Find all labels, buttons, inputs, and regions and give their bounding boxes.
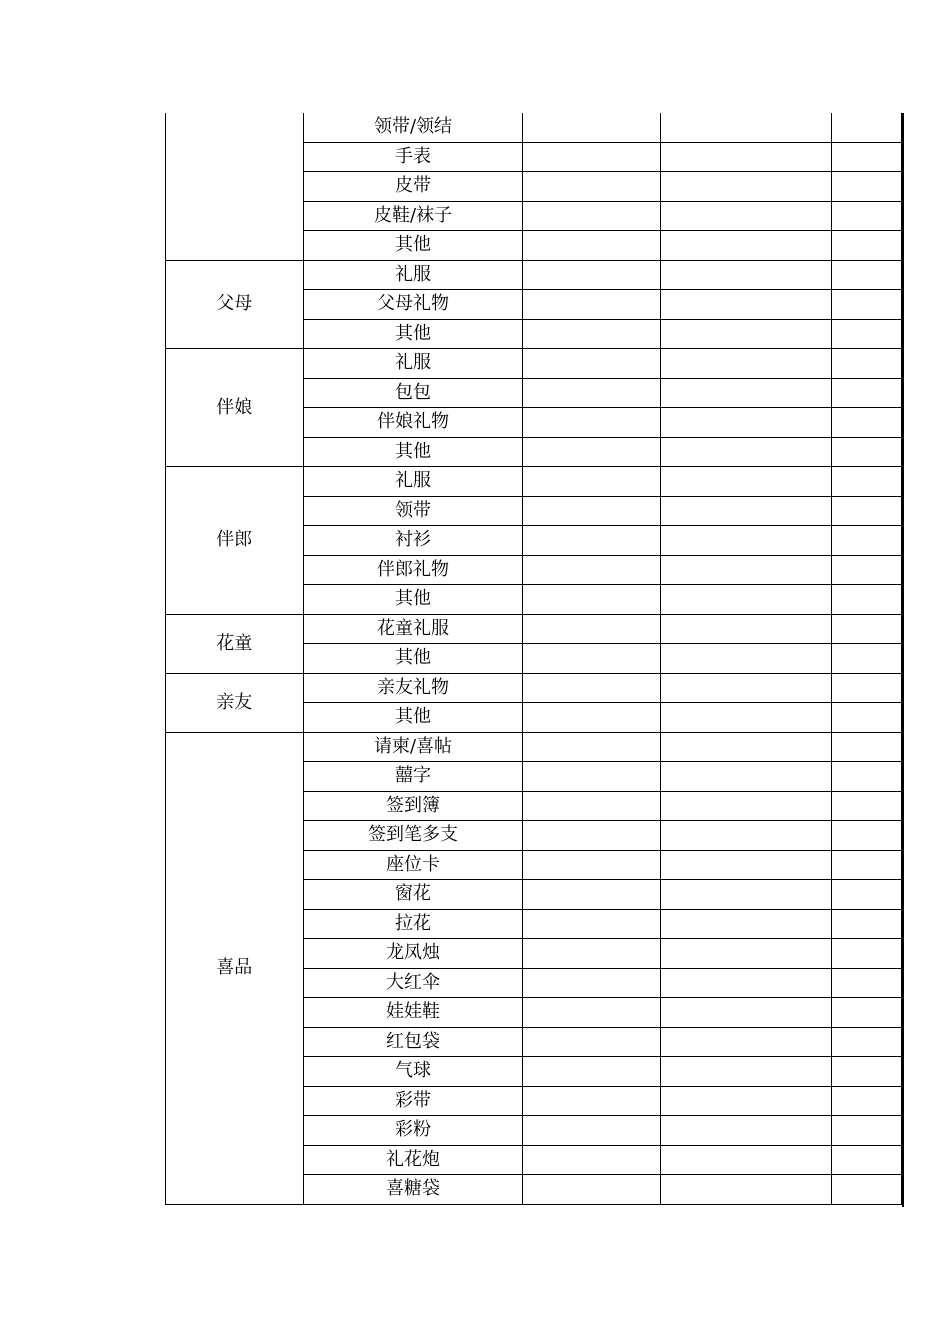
item-cell: 伴郎礼物: [303, 555, 523, 585]
actual-cell[interactable]: [660, 850, 831, 880]
note-cell[interactable]: [831, 1057, 901, 1087]
actual-cell[interactable]: [660, 437, 831, 467]
note-cell[interactable]: [831, 614, 901, 644]
note-cell[interactable]: [831, 496, 901, 526]
note-cell[interactable]: [831, 821, 901, 851]
item-cell: 皮带: [303, 172, 523, 202]
note-cell[interactable]: [831, 172, 901, 202]
budget-cell[interactable]: [523, 585, 661, 615]
budget-cell[interactable]: [523, 378, 661, 408]
note-cell[interactable]: [831, 1175, 901, 1205]
item-cell: 领带: [303, 496, 523, 526]
actual-cell[interactable]: [660, 1116, 831, 1146]
item-cell: 其他: [303, 231, 523, 261]
note-cell[interactable]: [831, 142, 901, 172]
table-row: [166, 260, 902, 290]
item-cell: 彩带: [303, 1086, 523, 1116]
budget-cell[interactable]: [523, 1057, 661, 1087]
item-cell: 礼花炮: [303, 1145, 523, 1175]
note-cell[interactable]: [831, 1116, 901, 1146]
note-cell[interactable]: [831, 1027, 901, 1057]
item-cell: 礼服: [303, 260, 523, 290]
table-row: [166, 732, 902, 762]
budget-table-body: [166, 113, 902, 1204]
item-cell: 礼服: [303, 467, 523, 497]
actual-cell[interactable]: [660, 113, 831, 142]
category-cell: 花童: [166, 614, 304, 673]
note-cell[interactable]: [831, 1145, 901, 1175]
note-cell[interactable]: [831, 290, 901, 320]
actual-cell[interactable]: [660, 1057, 831, 1087]
note-cell[interactable]: [831, 968, 901, 998]
note-cell[interactable]: [831, 880, 901, 910]
actual-cell[interactable]: [660, 496, 831, 526]
budget-cell[interactable]: [523, 614, 661, 644]
item-cell: 衬衫: [303, 526, 523, 556]
actual-cell[interactable]: [660, 555, 831, 585]
item-cell: 红包袋: [303, 1027, 523, 1057]
actual-cell[interactable]: [660, 1086, 831, 1116]
actual-cell[interactable]: [660, 644, 831, 674]
item-cell: 座位卡: [303, 850, 523, 880]
budget-cell[interactable]: [523, 644, 661, 674]
actual-cell[interactable]: [660, 791, 831, 821]
actual-cell[interactable]: [660, 821, 831, 851]
note-cell[interactable]: [831, 644, 901, 674]
actual-cell[interactable]: [660, 762, 831, 792]
budget-cell[interactable]: [523, 467, 661, 497]
actual-cell[interactable]: [660, 968, 831, 998]
note-cell[interactable]: [831, 349, 901, 379]
item-cell: 娃娃鞋: [303, 998, 523, 1028]
actual-cell[interactable]: [660, 614, 831, 644]
actual-cell[interactable]: [660, 1145, 831, 1175]
actual-cell[interactable]: [660, 172, 831, 202]
note-cell[interactable]: [831, 703, 901, 733]
actual-cell[interactable]: [660, 880, 831, 910]
budget-cell[interactable]: [523, 555, 661, 585]
note-cell[interactable]: [831, 437, 901, 467]
budget-cell[interactable]: [523, 732, 661, 762]
actual-cell[interactable]: [660, 142, 831, 172]
budget-cell[interactable]: [523, 142, 661, 172]
note-cell[interactable]: [831, 231, 901, 261]
note-cell[interactable]: [831, 791, 901, 821]
category-cell: 父母: [166, 260, 304, 349]
item-cell: 领带/领结: [303, 113, 523, 142]
item-cell: 其他: [303, 585, 523, 615]
actual-cell[interactable]: [660, 260, 831, 290]
note-cell[interactable]: [831, 201, 901, 231]
budget-cell[interactable]: [523, 998, 661, 1028]
budget-cell[interactable]: [523, 909, 661, 939]
note-cell[interactable]: [831, 260, 901, 290]
item-cell: 花童礼服: [303, 614, 523, 644]
item-cell: 拉花: [303, 909, 523, 939]
budget-cell[interactable]: [523, 349, 661, 379]
category-cell: 伴娘: [166, 349, 304, 467]
table-row: [166, 673, 902, 703]
budget-cell[interactable]: [523, 791, 661, 821]
category-cell: [166, 113, 304, 260]
actual-cell[interactable]: [660, 408, 831, 438]
item-cell: 喜糖袋: [303, 1175, 523, 1205]
budget-cell[interactable]: [523, 821, 661, 851]
item-cell: 其他: [303, 703, 523, 733]
item-cell: 龙凤烛: [303, 939, 523, 969]
note-cell[interactable]: [831, 408, 901, 438]
category-cell: 喜品: [166, 732, 304, 1204]
budget-cell[interactable]: [523, 673, 661, 703]
budget-cell[interactable]: [523, 1086, 661, 1116]
actual-cell[interactable]: [660, 231, 831, 261]
actual-cell[interactable]: [660, 201, 831, 231]
budget-cell[interactable]: [523, 526, 661, 556]
item-cell: 伴娘礼物: [303, 408, 523, 438]
note-cell[interactable]: [831, 526, 901, 556]
note-cell[interactable]: [831, 585, 901, 615]
item-cell: 皮鞋/袜子: [303, 201, 523, 231]
table-row: [166, 349, 902, 379]
budget-table: [165, 113, 902, 1205]
item-cell: 其他: [303, 644, 523, 674]
budget-cell[interactable]: [523, 113, 661, 142]
item-cell: 请柬/喜帖: [303, 732, 523, 762]
budget-cell[interactable]: [523, 319, 661, 349]
note-cell[interactable]: [831, 113, 901, 142]
budget-cell[interactable]: [523, 1175, 661, 1205]
note-cell[interactable]: [831, 850, 901, 880]
item-cell: 礼服: [303, 349, 523, 379]
item-cell: 包包: [303, 378, 523, 408]
actual-cell[interactable]: [660, 732, 831, 762]
item-cell: 亲友礼物: [303, 673, 523, 703]
actual-cell[interactable]: [660, 909, 831, 939]
item-cell: 父母礼物: [303, 290, 523, 320]
item-cell: 手表: [303, 142, 523, 172]
note-cell[interactable]: [831, 732, 901, 762]
budget-cell[interactable]: [523, 850, 661, 880]
budget-cell[interactable]: [523, 408, 661, 438]
budget-cell[interactable]: [523, 201, 661, 231]
item-cell: 其他: [303, 437, 523, 467]
budget-cell[interactable]: [523, 968, 661, 998]
actual-cell[interactable]: [660, 467, 831, 497]
actual-cell[interactable]: [660, 998, 831, 1028]
note-cell[interactable]: [831, 939, 901, 969]
note-cell[interactable]: [831, 998, 901, 1028]
table-right-border: [902, 113, 904, 1207]
item-cell: 其他: [303, 319, 523, 349]
note-cell[interactable]: [831, 1086, 901, 1116]
budget-cell[interactable]: [523, 260, 661, 290]
actual-cell[interactable]: [660, 349, 831, 379]
budget-cell[interactable]: [523, 1027, 661, 1057]
actual-cell[interactable]: [660, 585, 831, 615]
actual-cell[interactable]: [660, 673, 831, 703]
category-cell: 伴郎: [166, 467, 304, 615]
budget-cell[interactable]: [523, 703, 661, 733]
budget-cell[interactable]: [523, 762, 661, 792]
item-cell: 气球: [303, 1057, 523, 1087]
budget-cell[interactable]: [523, 231, 661, 261]
item-cell: 大红伞: [303, 968, 523, 998]
budget-cell[interactable]: [523, 1116, 661, 1146]
budget-cell[interactable]: [523, 880, 661, 910]
budget-cell[interactable]: [523, 172, 661, 202]
actual-cell[interactable]: [660, 703, 831, 733]
item-cell: 囍字: [303, 762, 523, 792]
note-cell[interactable]: [831, 555, 901, 585]
item-cell: 窗花: [303, 880, 523, 910]
item-cell: 彩粉: [303, 1116, 523, 1146]
actual-cell[interactable]: [660, 1175, 831, 1205]
budget-cell[interactable]: [523, 939, 661, 969]
note-cell[interactable]: [831, 909, 901, 939]
table-row: [166, 113, 902, 142]
table-row: [166, 467, 902, 497]
item-cell: 签到簿: [303, 791, 523, 821]
note-cell[interactable]: [831, 673, 901, 703]
actual-cell[interactable]: [660, 378, 831, 408]
actual-cell[interactable]: [660, 526, 831, 556]
note-cell[interactable]: [831, 378, 901, 408]
category-cell: 亲友: [166, 673, 304, 732]
budget-cell[interactable]: [523, 1145, 661, 1175]
note-cell[interactable]: [831, 762, 901, 792]
actual-cell[interactable]: [660, 319, 831, 349]
actual-cell[interactable]: [660, 939, 831, 969]
actual-cell[interactable]: [660, 1027, 831, 1057]
note-cell[interactable]: [831, 467, 901, 497]
actual-cell[interactable]: [660, 290, 831, 320]
budget-cell[interactable]: [523, 290, 661, 320]
budget-cell[interactable]: [523, 437, 661, 467]
item-cell: 签到笔多支: [303, 821, 523, 851]
note-cell[interactable]: [831, 319, 901, 349]
budget-cell[interactable]: [523, 496, 661, 526]
table-row: [166, 614, 902, 644]
